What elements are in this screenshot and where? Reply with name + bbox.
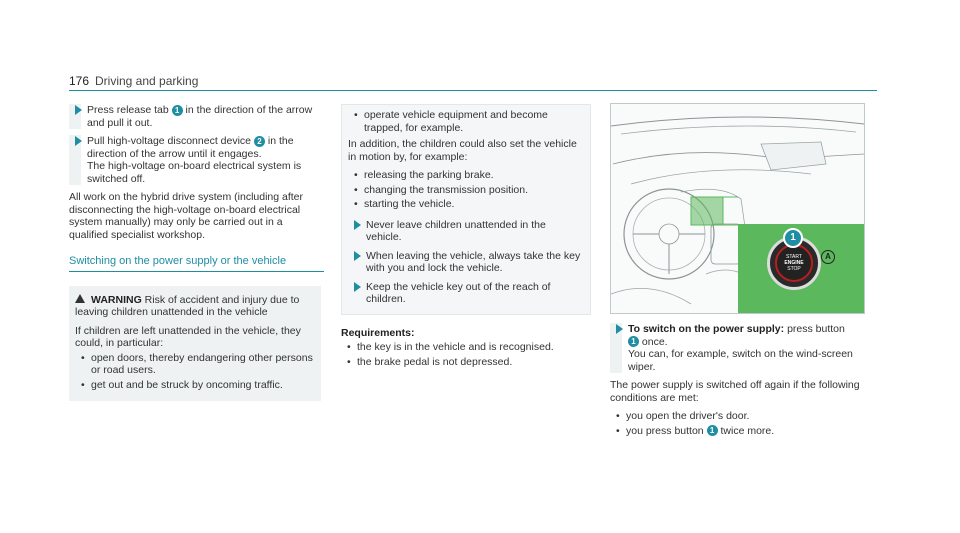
warning-box: [69, 286, 321, 402]
warning-list: [75, 352, 315, 392]
button-label: STOP: [787, 266, 801, 272]
step-arrow-icon: [354, 282, 361, 292]
page-number: 176: [69, 74, 90, 88]
section-heading: Switching on the power supply or the vehicle: [69, 255, 324, 272]
step-arrow-icon: [354, 220, 361, 230]
warning-title-text: Risk of accident and injury due to leaving children unattended in the vehicle: [75, 293, 300, 318]
step-never-leave: Never leave children unattended in the vehicle.: [348, 219, 584, 244]
list-item: • the key is in the vehicle and is recognised.: [357, 341, 591, 354]
callout-badge: 1: [707, 425, 718, 436]
requirements-title: Requirements:: [341, 326, 415, 339]
requirements-list: [341, 341, 591, 368]
button-label: ENGINE: [784, 260, 804, 266]
section-title: Driving and parking: [95, 74, 199, 88]
list-item: • open doors, thereby endangering other persons or road users.: [91, 352, 315, 377]
step-arrow-icon: [354, 251, 361, 261]
callout-badge: 1: [783, 228, 803, 248]
step-keep-key: Keep the vehicle key out of the reach of children.: [348, 281, 584, 306]
paragraph: The power supply is switched off again if the following conditions are met:: [610, 379, 860, 404]
list-item: • starting the vehicle.: [364, 198, 584, 211]
list-item: • releasing the parking brake.: [364, 169, 584, 182]
paragraph: All work on the hybrid drive system (including after disconnecting the high-voltage on-board electrical system manually) may only be carried out in a qualified specialist workshop.: [69, 191, 304, 241]
list-item: • changing the transmission position.: [364, 184, 584, 197]
dashboard-illustration: [610, 103, 865, 314]
dashboard-drawing: [611, 104, 864, 313]
conditions-list: [610, 410, 865, 437]
page-header: [69, 74, 877, 91]
callout-badge: 2: [254, 136, 265, 147]
step-arrow-icon: [616, 324, 623, 334]
warning-title: WARNING: [91, 293, 142, 306]
warning-intro: If children are left unattended in the vehicle, they could, in particular:: [75, 324, 301, 349]
column-3: [610, 323, 865, 441]
list-item: • you open the driver's door.: [626, 410, 865, 423]
step-switch-on: To switch on the power supply: press button 1 once. You can, for example, switch on the wind-screen wiper.: [610, 323, 865, 373]
list-item: • get out and be struck by oncoming traffic.: [91, 379, 315, 392]
step-2: Pull high-voltage disconnect device 2 in the direction of the arrow until it engages. The high-voltage on-board electrical system is switched off.: [69, 135, 324, 185]
warning-icon: [75, 294, 85, 303]
warning-continuation-box: [341, 104, 591, 315]
list-item: • operate vehicle equipment and become trapped, for example.: [364, 109, 584, 134]
list-item: • the brake pedal is not depressed.: [357, 356, 591, 369]
step-arrow-icon: [75, 136, 82, 146]
button-label: START: [786, 254, 802, 260]
auto-start-stop-icon: A: [821, 250, 835, 264]
step-take-key: When leaving the vehicle, always take the key with you and lock the vehicle.: [348, 250, 584, 275]
column-1: [69, 104, 324, 401]
callout-badge: 1: [172, 105, 183, 116]
step-arrow-icon: [75, 105, 82, 115]
list-item: • you press button 1 twice more.: [626, 425, 865, 438]
column-2: [341, 104, 591, 372]
paragraph: In addition, the children could also set the vehicle in motion by, for example:: [348, 138, 577, 163]
callout-badge: 1: [628, 336, 639, 347]
step-1: Press release tab 1 in the direction of the arrow and pull it out.: [69, 104, 324, 129]
